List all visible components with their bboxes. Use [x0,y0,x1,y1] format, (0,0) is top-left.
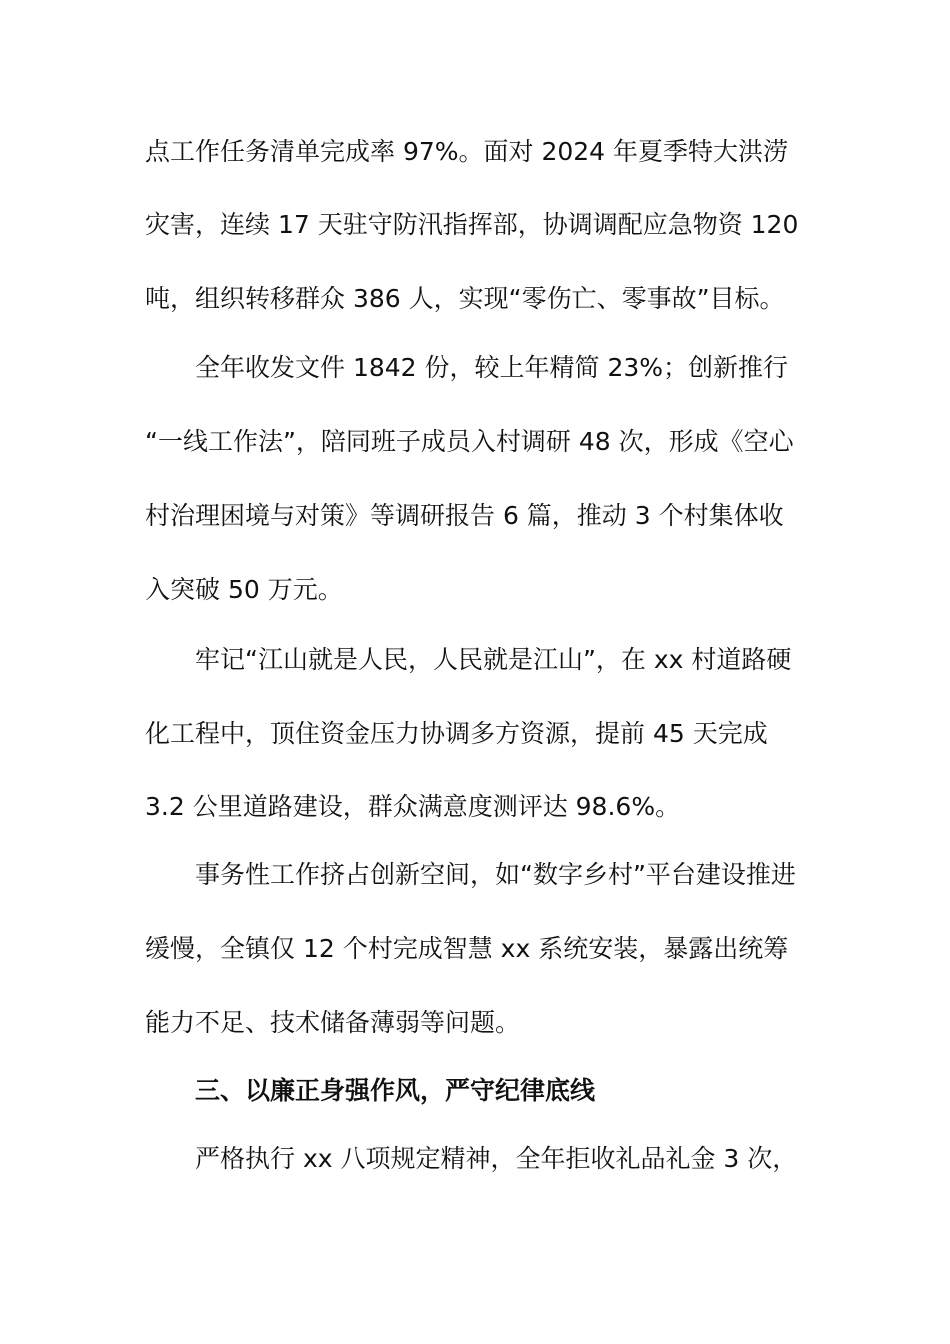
paragraph-line: 点工作任务清单完成率 97%。面对 2024 年夏季特大洪涝 [145,137,789,166]
paragraph-line: 牢记“江山就是人民，人民就是江山”，在 xx 村道路硬 [195,645,792,674]
paragraph-line: 严格执行 xx 八项规定精神，全年拒收礼品礼金 3 次， [195,1144,798,1173]
paragraph-line: 缓慢，全镇仅 12 个村完成智慧 xx 系统安装，暴露出统筹 [145,934,789,963]
paragraph-line: “一线工作法”，陪同班子成员入村调研 48 次，形成《空心 [145,427,794,456]
section-heading: 三、以廉正身强作风，严守纪律底线 [195,1076,596,1105]
paragraph-line: 全年收发文件 1842 份，较上年精简 23%；创新推行 [195,353,789,382]
paragraph-line: 入突破 50 万元。 [145,575,343,604]
paragraph-line: 村治理困境与对策》等调研报告 6 篇，推动 3 个村集体收 [145,501,784,530]
paragraph-line: 吨，组织转移群众 386 人，实现“零伤亡、零事故”目标。 [145,284,785,313]
paragraph-line: 灾害，连续 17 天驻守防汛指挥部，协调调配应急物资 120 [145,210,799,239]
paragraph-line: 事务性工作挤占创新空间，如“数字乡村”平台建设推进 [195,860,796,889]
paragraph-line: 化工程中，顶住资金压力协调多方资源，提前 45 天完成 [145,719,768,748]
paragraph-line: 3.2 公里道路建设，群众满意度测评达 98.6%。 [145,792,681,821]
paragraph-line: 能力不足、技术储备薄弱等问题。 [145,1008,521,1037]
